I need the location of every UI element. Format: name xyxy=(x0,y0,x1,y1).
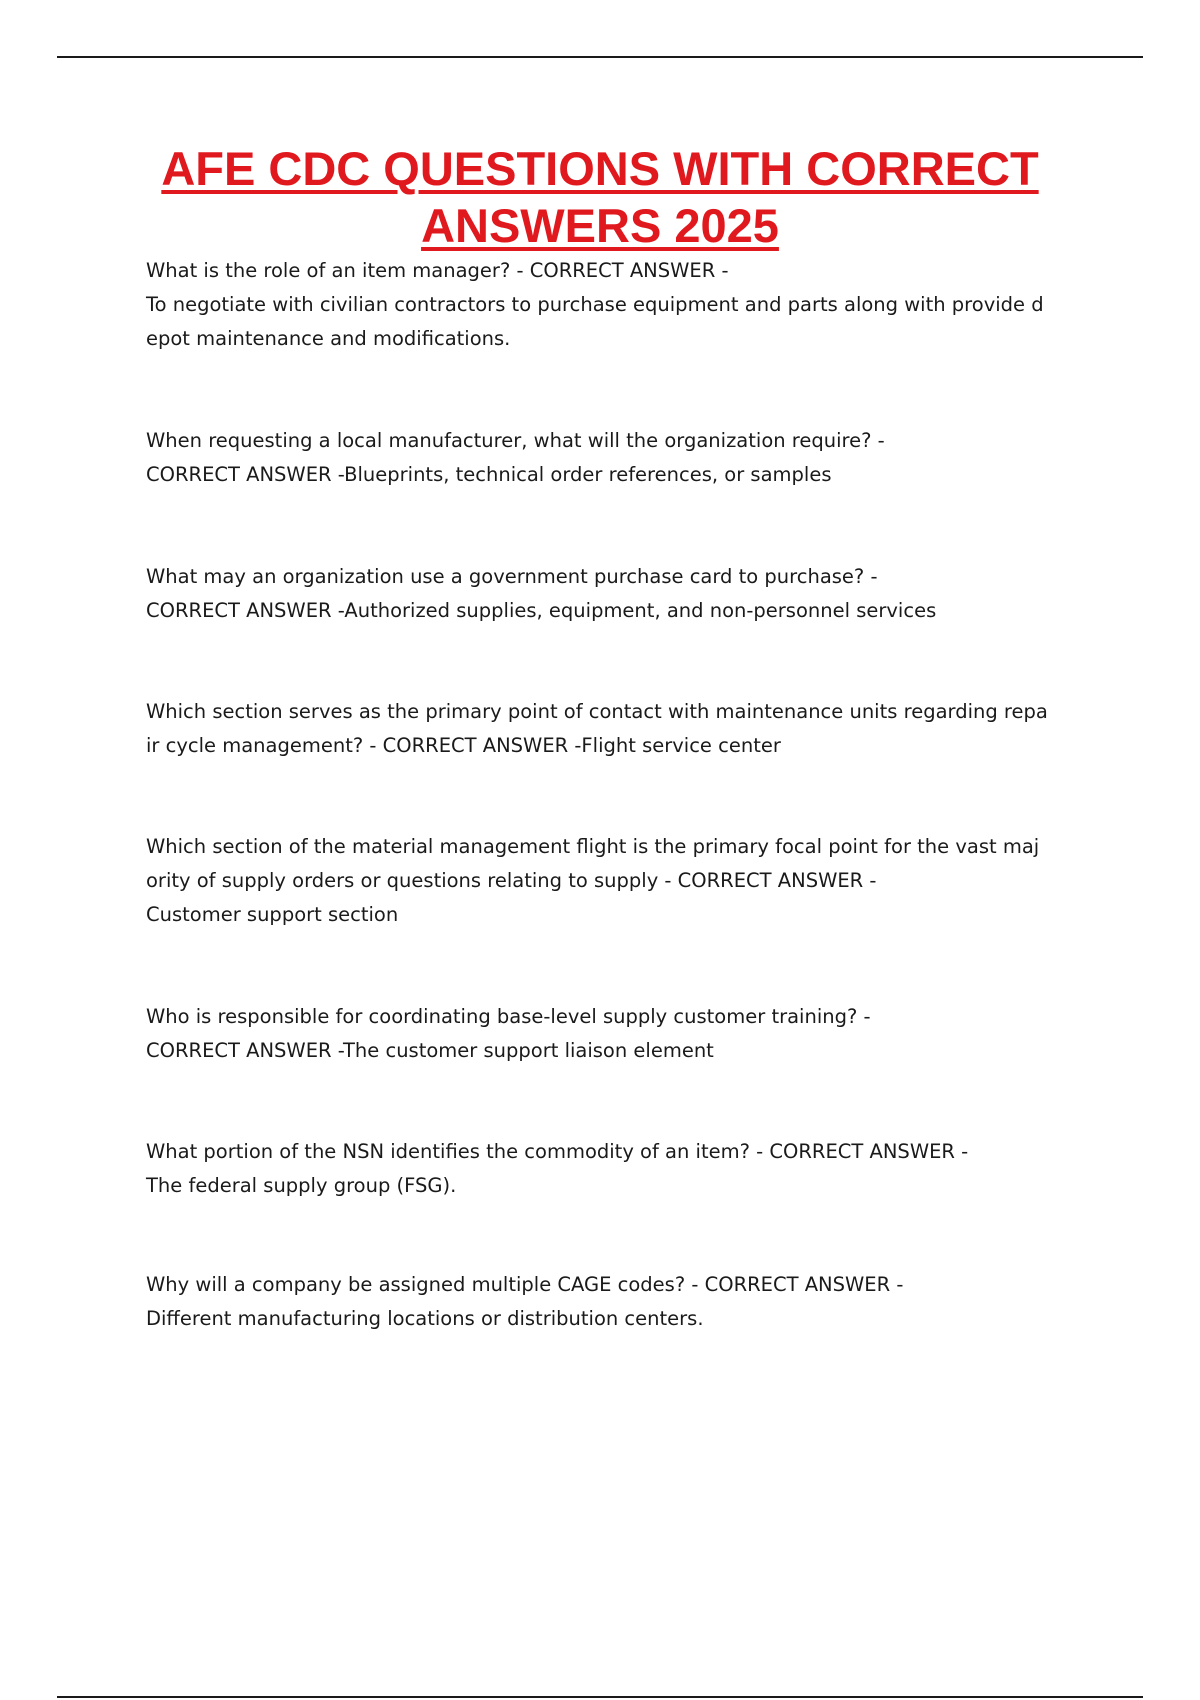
qa-item: Which section of the material management flight is the primary focal point for the vast maj ority of supply orders or questions relating to supply - CORRECT ANSWER - Customer support section xyxy=(146,835,1040,926)
qa-item: What is the role of an item manager? - CORRECT ANSWER - To negotiate with civilian contractors to purchase equipment and parts along with provide d epot maintenance and modifications. xyxy=(146,259,1044,350)
qa-item: What portion of the NSN identifies the commodity of an item? - CORRECT ANSWER - The federal supply group (FSG). xyxy=(146,1140,969,1197)
bottom-rule xyxy=(57,1696,1143,1698)
title-line-2: ANSWERS 2025 xyxy=(421,199,779,252)
qa-item: What may an organization use a government purchase card to purchase? - CORRECT ANSWER -Authorized supplies, equipment, and non-personnel services xyxy=(146,565,937,622)
title-line-1: AFE CDC QUESTIONS WITH CORRECT xyxy=(161,142,1039,195)
qa-item: When requesting a local manufacturer, what will the organization require? - CORRECT ANSWER -Blueprints, technical order references, or samples xyxy=(146,429,885,486)
qa-item: Who is responsible for coordinating base-level supply customer training? - CORRECT ANSWER -The customer support liaison element xyxy=(146,1005,871,1062)
qa-item: Which section serves as the primary point of contact with maintenance units regarding repa ir cycle management? - CORRECT ANSWER -Flight service center xyxy=(146,700,1048,757)
qa-item: Why will a company be assigned multiple CAGE codes? - CORRECT ANSWER - Different manufacturing locations or distribution centers. xyxy=(146,1273,904,1330)
document-title xyxy=(100,140,1100,254)
top-rule xyxy=(57,56,1143,58)
